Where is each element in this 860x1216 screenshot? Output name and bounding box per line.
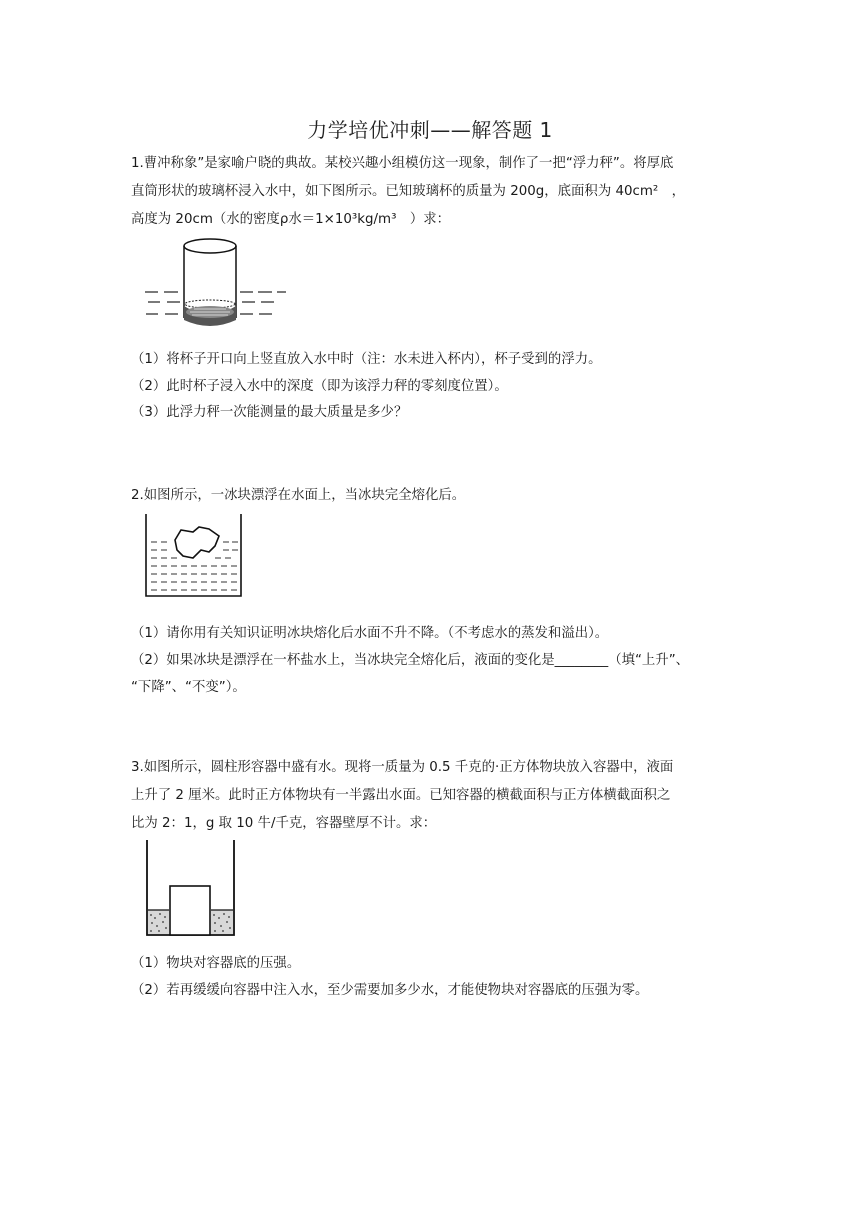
- q1-subquestion-1: （1）将杯子开口向上竖直放入水中时（注：水未进入杯内），杯子受到的浮力。: [131, 352, 602, 367]
- question-3-stem: [131, 754, 731, 838]
- q1-subquestion-2: （2）此时杯子浸入水中的深度（即为该浮力秤的零刻度位置）。: [131, 379, 508, 394]
- page-title: 力学培优冲刺——解答题 1: [307, 118, 553, 142]
- q2-subquestion-2-line-1: （2）如果冰块是漂浮在一杯盐水上，当冰块完全熔化后，液面的变化是________（填“上升”、: [131, 653, 690, 668]
- q3-line-3: 比为 2：1，g 取 10 牛/千克，容器壁厚不计。求：: [131, 816, 437, 831]
- q2-ice-block-figure: [143, 512, 245, 598]
- q2-stem: 2.如图所示，一冰块漂浮在水面上，当冰块完全熔化后。: [131, 488, 466, 503]
- q1-line-2: 直筒形状的玻璃杯浸入水中，如下图所示。已知玻璃杯的质量为 200g，底面积为 40cm² ，: [131, 184, 686, 199]
- question-1-stem: [131, 150, 731, 234]
- q3-subquestion-1: （1）物块对容器底的压强。: [131, 956, 301, 971]
- q3-line-1: 3.如图所示，圆柱形容器中盛有水。现将一质量为 0.5 千克的·正方体物块放入容器中，液面: [131, 760, 674, 775]
- q1-subquestion-3: （3）此浮力秤一次能测量的最大质量是多少？: [131, 405, 408, 420]
- q1-glass-cup-figure: [140, 232, 290, 336]
- q1-line-3: 高度为 20cm（水的密度ρ水＝1×10³kg/m³ ）求：: [131, 212, 450, 227]
- q3-line-2: 上升了 2 厘米。此时正方体物块有一半露出水面。已知容器的横截面积与正方体横截面积之: [131, 788, 671, 803]
- q1-line-1: 1.曹冲称象”是家喻户晓的典故。某校兴趣小组模仿这一现象，制作了一把“浮力秤”。将厚底: [131, 156, 674, 171]
- q3-subquestion-2: （2）若再缓缓向容器中注入水，至少需要加多少水，才能使物块对容器底的压强为零。: [131, 983, 649, 998]
- q2-subquestion-1: （1）请你用有关知识证明冰块熔化后水面不升不降。（不考虑水的蒸发和溢出）。: [131, 626, 609, 641]
- q3-cube-in-container-figure: [143, 838, 238, 940]
- q2-subquestion-2-line-2: “下降”、“不变”）。: [131, 680, 246, 695]
